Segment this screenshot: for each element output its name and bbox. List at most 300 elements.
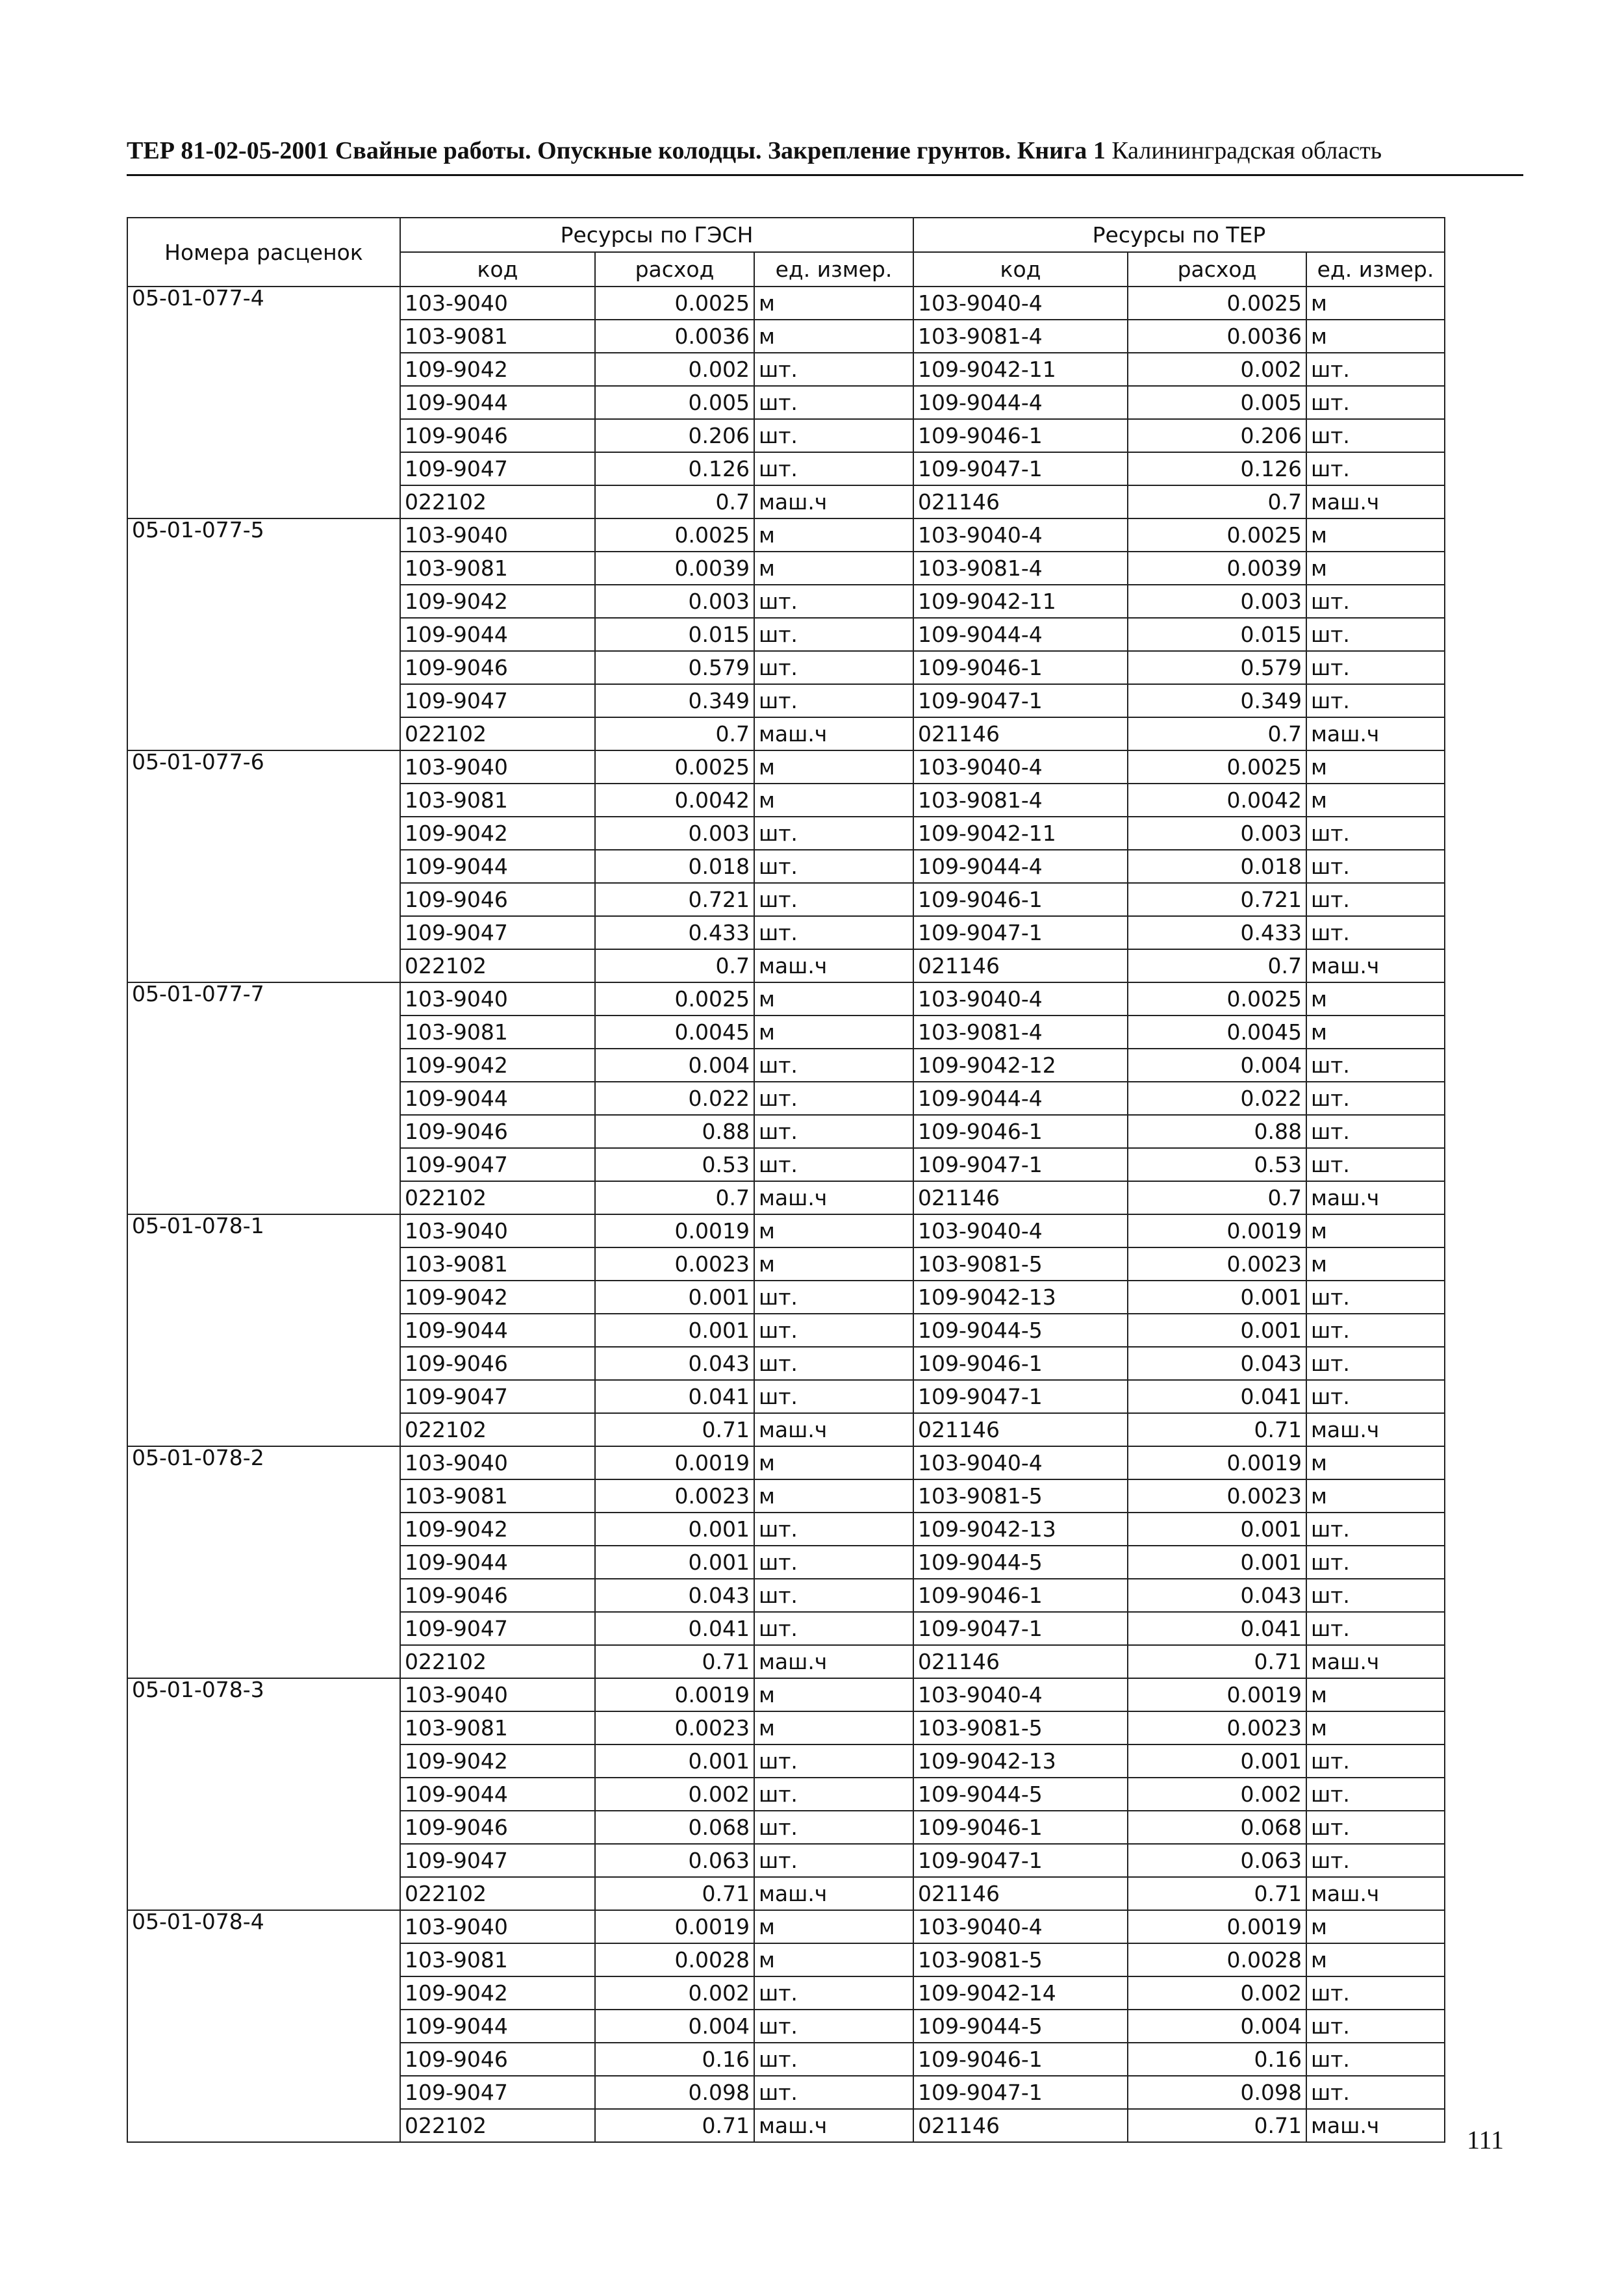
ter-code-cell: 103-9040-4 bbox=[913, 1214, 1128, 1247]
header-rule bbox=[127, 174, 1523, 176]
ter-amount-cell: 0.721 bbox=[1128, 883, 1306, 916]
ter-amount-cell: 0.0023 bbox=[1128, 1247, 1306, 1281]
gesn-unit-cell: шт. bbox=[754, 651, 913, 684]
ter-amount-cell: 0.068 bbox=[1128, 1811, 1306, 1844]
gesn-unit-cell: шт. bbox=[754, 419, 913, 452]
ter-unit-cell: маш.ч bbox=[1306, 1181, 1445, 1214]
ter-amount-cell: 0.433 bbox=[1128, 916, 1306, 949]
ter-code-cell: 109-9047-1 bbox=[913, 1148, 1128, 1181]
gesn-amount-cell: 0.0025 bbox=[595, 518, 754, 552]
ter-amount-cell: 0.71 bbox=[1128, 1877, 1306, 1910]
gesn-amount-header: расход bbox=[595, 252, 754, 287]
ter-amount-cell: 0.0039 bbox=[1128, 552, 1306, 585]
ter-unit-cell: шт. bbox=[1306, 850, 1445, 883]
gesn-code-cell: 103-9040 bbox=[400, 1678, 595, 1711]
ter-amount-cell: 0.349 bbox=[1128, 684, 1306, 717]
ter-code-cell: 021146 bbox=[913, 949, 1128, 982]
ter-amount-cell: 0.88 bbox=[1128, 1115, 1306, 1148]
gesn-unit-cell: маш.ч bbox=[754, 1645, 913, 1678]
gesn-amount-cell: 0.7 bbox=[595, 1181, 754, 1214]
ter-unit-cell: шт. bbox=[1306, 651, 1445, 684]
ter-code-cell: 109-9046-1 bbox=[913, 419, 1128, 452]
gesn-code-cell: 022102 bbox=[400, 2109, 595, 2142]
ter-amount-cell: 0.005 bbox=[1128, 386, 1306, 419]
gesn-unit-cell: шт. bbox=[754, 386, 913, 419]
gesn-code-cell: 022102 bbox=[400, 1645, 595, 1678]
gesn-amount-cell: 0.88 bbox=[595, 1115, 754, 1148]
gesn-amount-cell: 0.0019 bbox=[595, 1678, 754, 1711]
ter-unit-cell: шт. bbox=[1306, 2076, 1445, 2109]
rate-number-cell: 05-01-077-6 bbox=[127, 750, 400, 982]
gesn-unit-cell: маш.ч bbox=[754, 949, 913, 982]
gesn-code-cell: 109-9044 bbox=[400, 1082, 595, 1115]
gesn-amount-cell: 0.71 bbox=[595, 1877, 754, 1910]
gesn-amount-cell: 0.7 bbox=[595, 949, 754, 982]
header-book-number: 1 bbox=[1093, 137, 1106, 164]
gesn-unit-cell: маш.ч bbox=[754, 485, 913, 518]
ter-amount-cell: 0.0028 bbox=[1128, 1943, 1306, 1976]
gesn-amount-cell: 0.206 bbox=[595, 419, 754, 452]
gesn-code-cell: 103-9081 bbox=[400, 1943, 595, 1976]
gesn-unit-cell: шт. bbox=[754, 1380, 913, 1413]
ter-unit-cell: маш.ч bbox=[1306, 1877, 1445, 1910]
rate-number-header: Номера расценок bbox=[127, 218, 400, 287]
ter-unit-cell: шт. bbox=[1306, 1115, 1445, 1148]
gesn-code-cell: 103-9040 bbox=[400, 1446, 595, 1479]
gesn-unit-cell: м bbox=[754, 1247, 913, 1281]
ter-unit-cell: м bbox=[1306, 750, 1445, 784]
ter-amount-cell: 0.0045 bbox=[1128, 1016, 1306, 1049]
ter-unit-cell: шт. bbox=[1306, 1314, 1445, 1347]
gesn-unit-cell: шт. bbox=[754, 850, 913, 883]
ter-unit-cell: шт. bbox=[1306, 1844, 1445, 1877]
rate-number-cell: 05-01-077-4 bbox=[127, 287, 400, 518]
gesn-code-cell: 022102 bbox=[400, 717, 595, 750]
resources-table bbox=[127, 217, 1445, 2143]
ter-unit-cell: м bbox=[1306, 1016, 1445, 1049]
ter-unit-cell: шт. bbox=[1306, 1281, 1445, 1314]
gesn-amount-cell: 0.003 bbox=[595, 817, 754, 850]
gesn-code-cell: 103-9040 bbox=[400, 287, 595, 320]
rate-number-cell: 05-01-078-3 bbox=[127, 1678, 400, 1910]
gesn-code-cell: 103-9040 bbox=[400, 1214, 595, 1247]
gesn-code-cell: 103-9040 bbox=[400, 750, 595, 784]
ter-unit-cell: м bbox=[1306, 982, 1445, 1016]
gesn-code-cell: 109-9044 bbox=[400, 1778, 595, 1811]
ter-resources-header: Ресурсы по ТЕР bbox=[913, 218, 1445, 252]
ter-unit-cell: м bbox=[1306, 1678, 1445, 1711]
gesn-amount-cell: 0.018 bbox=[595, 850, 754, 883]
gesn-unit-cell: м bbox=[754, 552, 913, 585]
ter-amount-cell: 0.0025 bbox=[1128, 982, 1306, 1016]
gesn-unit-cell: шт. bbox=[754, 883, 913, 916]
gesn-unit-cell: шт. bbox=[754, 1976, 913, 2010]
rate-number-cell: 05-01-077-5 bbox=[127, 518, 400, 750]
gesn-unit-cell: шт. bbox=[754, 684, 913, 717]
ter-code-cell: 103-9081-5 bbox=[913, 1711, 1128, 1744]
gesn-amount-cell: 0.0019 bbox=[595, 1910, 754, 1943]
resources-table-body bbox=[127, 287, 1445, 2142]
gesn-unit-cell: маш.ч bbox=[754, 717, 913, 750]
gesn-amount-cell: 0.433 bbox=[595, 916, 754, 949]
gesn-amount-cell: 0.002 bbox=[595, 1778, 754, 1811]
ter-amount-cell: 0.206 bbox=[1128, 419, 1306, 452]
gesn-code-cell: 109-9042 bbox=[400, 1513, 595, 1546]
ter-code-cell: 103-9081-5 bbox=[913, 1479, 1128, 1513]
gesn-unit-cell: м bbox=[754, 1711, 913, 1744]
gesn-amount-cell: 0.7 bbox=[595, 485, 754, 518]
ter-amount-cell: 0.041 bbox=[1128, 1612, 1306, 1645]
table-row bbox=[127, 287, 1445, 320]
gesn-amount-cell: 0.015 bbox=[595, 618, 754, 651]
gesn-amount-cell: 0.71 bbox=[595, 1413, 754, 1446]
gesn-amount-cell: 0.041 bbox=[595, 1612, 754, 1645]
gesn-code-cell: 022102 bbox=[400, 949, 595, 982]
gesn-code-cell: 109-9044 bbox=[400, 2010, 595, 2043]
ter-amount-cell: 0.71 bbox=[1128, 1413, 1306, 1446]
ter-amount-cell: 0.7 bbox=[1128, 717, 1306, 750]
gesn-unit-cell: м bbox=[754, 750, 913, 784]
ter-code-cell: 021146 bbox=[913, 1181, 1128, 1214]
gesn-code-cell: 109-9044 bbox=[400, 1546, 595, 1579]
ter-unit-cell: м bbox=[1306, 1214, 1445, 1247]
gesn-code-cell: 109-9042 bbox=[400, 1744, 595, 1778]
ter-code-cell: 109-9046-1 bbox=[913, 1811, 1128, 1844]
gesn-amount-cell: 0.579 bbox=[595, 651, 754, 684]
gesn-code-cell: 103-9081 bbox=[400, 784, 595, 817]
gesn-unit-cell: м bbox=[754, 784, 913, 817]
ter-code-cell: 109-9042-11 bbox=[913, 585, 1128, 618]
gesn-unit-cell: шт. bbox=[754, 1546, 913, 1579]
gesn-amount-cell: 0.001 bbox=[595, 1314, 754, 1347]
gesn-amount-cell: 0.0023 bbox=[595, 1247, 754, 1281]
gesn-code-cell: 109-9047 bbox=[400, 684, 595, 717]
gesn-amount-cell: 0.53 bbox=[595, 1148, 754, 1181]
gesn-unit-cell: шт. bbox=[754, 1811, 913, 1844]
ter-amount-cell: 0.001 bbox=[1128, 1314, 1306, 1347]
gesn-amount-cell: 0.001 bbox=[595, 1513, 754, 1546]
gesn-code-cell: 109-9044 bbox=[400, 618, 595, 651]
gesn-code-cell: 103-9081 bbox=[400, 1479, 595, 1513]
gesn-code-cell: 109-9042 bbox=[400, 1281, 595, 1314]
ter-amount-cell: 0.0025 bbox=[1128, 518, 1306, 552]
ter-amount-cell: 0.16 bbox=[1128, 2043, 1306, 2076]
gesn-code-cell: 103-9081 bbox=[400, 552, 595, 585]
ter-code-cell: 103-9040-4 bbox=[913, 982, 1128, 1016]
gesn-code-cell: 103-9081 bbox=[400, 1247, 595, 1281]
ter-code-cell: 109-9044-4 bbox=[913, 386, 1128, 419]
gesn-unit-cell: м bbox=[754, 1943, 913, 1976]
ter-amount-cell: 0.7 bbox=[1128, 1181, 1306, 1214]
gesn-amount-cell: 0.098 bbox=[595, 2076, 754, 2109]
gesn-code-cell: 109-9044 bbox=[400, 386, 595, 419]
ter-unit-cell: шт. bbox=[1306, 1049, 1445, 1082]
ter-code-cell: 021146 bbox=[913, 1877, 1128, 1910]
gesn-amount-cell: 0.0025 bbox=[595, 982, 754, 1016]
gesn-amount-cell: 0.349 bbox=[595, 684, 754, 717]
ter-code-cell: 109-9046-1 bbox=[913, 1115, 1128, 1148]
gesn-code-cell: 103-9040 bbox=[400, 982, 595, 1016]
ter-amount-cell: 0.004 bbox=[1128, 1049, 1306, 1082]
gesn-amount-cell: 0.002 bbox=[595, 353, 754, 386]
ter-code-cell: 109-9042-13 bbox=[913, 1281, 1128, 1314]
ter-code-cell: 103-9081-5 bbox=[913, 1943, 1128, 1976]
ter-unit-cell: шт. bbox=[1306, 817, 1445, 850]
ter-amount-cell: 0.003 bbox=[1128, 585, 1306, 618]
ter-unit-cell: шт. bbox=[1306, 618, 1445, 651]
gesn-code-cell: 022102 bbox=[400, 1181, 595, 1214]
gesn-amount-cell: 0.004 bbox=[595, 1049, 754, 1082]
ter-code-cell: 103-9081-4 bbox=[913, 552, 1128, 585]
header-region: Калининградская область bbox=[1111, 137, 1382, 164]
gesn-code-cell: 103-9040 bbox=[400, 518, 595, 552]
ter-unit-cell: шт. bbox=[1306, 1612, 1445, 1645]
gesn-unit-cell: шт. bbox=[754, 817, 913, 850]
gesn-code-cell: 022102 bbox=[400, 1877, 595, 1910]
gesn-amount-cell: 0.7 bbox=[595, 717, 754, 750]
gesn-amount-cell: 0.126 bbox=[595, 452, 754, 485]
gesn-unit-cell: маш.ч bbox=[754, 1413, 913, 1446]
ter-unit-cell: м bbox=[1306, 1479, 1445, 1513]
ter-amount-cell: 0.0025 bbox=[1128, 750, 1306, 784]
gesn-code-cell: 109-9046 bbox=[400, 883, 595, 916]
gesn-code-cell: 109-9046 bbox=[400, 419, 595, 452]
gesn-unit-cell: маш.ч bbox=[754, 2109, 913, 2142]
ter-unit-cell: м bbox=[1306, 320, 1445, 353]
ter-unit-cell: м bbox=[1306, 287, 1445, 320]
table-row bbox=[127, 1446, 1445, 1479]
gesn-unit-cell: шт. bbox=[754, 1744, 913, 1778]
ter-unit-cell: м bbox=[1306, 1247, 1445, 1281]
rate-number-cell: 05-01-077-7 bbox=[127, 982, 400, 1214]
ter-unit-cell: маш.ч bbox=[1306, 485, 1445, 518]
ter-amount-cell: 0.7 bbox=[1128, 485, 1306, 518]
ter-code-cell: 109-9044-5 bbox=[913, 1778, 1128, 1811]
gesn-amount-cell: 0.0025 bbox=[595, 287, 754, 320]
ter-amount-cell: 0.126 bbox=[1128, 452, 1306, 485]
gesn-amount-cell: 0.0019 bbox=[595, 1446, 754, 1479]
gesn-code-cell: 109-9046 bbox=[400, 1347, 595, 1380]
gesn-unit-cell: шт. bbox=[754, 1513, 913, 1546]
table-row bbox=[127, 750, 1445, 784]
gesn-code-cell: 109-9047 bbox=[400, 916, 595, 949]
gesn-code-cell: 109-9044 bbox=[400, 850, 595, 883]
ter-code-cell: 109-9047-1 bbox=[913, 2076, 1128, 2109]
gesn-unit-cell: шт. bbox=[754, 1347, 913, 1380]
gesn-amount-cell: 0.041 bbox=[595, 1380, 754, 1413]
table-row bbox=[127, 1214, 1445, 1247]
ter-unit-cell: шт. bbox=[1306, 684, 1445, 717]
gesn-unit-cell: шт. bbox=[754, 452, 913, 485]
gesn-code-cell: 109-9042 bbox=[400, 353, 595, 386]
ter-unit-cell: маш.ч bbox=[1306, 717, 1445, 750]
ter-unit-cell: м bbox=[1306, 1446, 1445, 1479]
ter-code-cell: 109-9047-1 bbox=[913, 1844, 1128, 1877]
rate-number-cell: 05-01-078-4 bbox=[127, 1910, 400, 2142]
gesn-unit-cell: шт. bbox=[754, 585, 913, 618]
gesn-amount-cell: 0.0023 bbox=[595, 1479, 754, 1513]
gesn-code-cell: 109-9047 bbox=[400, 452, 595, 485]
gesn-amount-cell: 0.16 bbox=[595, 2043, 754, 2076]
gesn-unit-cell: м bbox=[754, 287, 913, 320]
gesn-code-header: код bbox=[400, 252, 595, 287]
gesn-code-cell: 109-9047 bbox=[400, 1612, 595, 1645]
ter-code-cell: 109-9044-4 bbox=[913, 618, 1128, 651]
gesn-code-cell: 109-9042 bbox=[400, 817, 595, 850]
ter-amount-cell: 0.71 bbox=[1128, 1645, 1306, 1678]
gesn-amount-cell: 0.0036 bbox=[595, 320, 754, 353]
ter-amount-cell: 0.0042 bbox=[1128, 784, 1306, 817]
ter-code-cell: 021146 bbox=[913, 2109, 1128, 2142]
table-row bbox=[127, 982, 1445, 1016]
gesn-amount-cell: 0.001 bbox=[595, 1744, 754, 1778]
ter-code-cell: 109-9047-1 bbox=[913, 916, 1128, 949]
gesn-amount-cell: 0.043 bbox=[595, 1579, 754, 1612]
gesn-code-cell: 109-9047 bbox=[400, 1380, 595, 1413]
gesn-unit-cell: шт. bbox=[754, 2043, 913, 2076]
gesn-unit-cell: шт. bbox=[754, 2010, 913, 2043]
ter-amount-cell: 0.004 bbox=[1128, 2010, 1306, 2043]
ter-unit-cell: шт. bbox=[1306, 1976, 1445, 2010]
gesn-amount-cell: 0.004 bbox=[595, 2010, 754, 2043]
ter-amount-cell: 0.041 bbox=[1128, 1380, 1306, 1413]
gesn-code-cell: 109-9046 bbox=[400, 2043, 595, 2076]
ter-amount-cell: 0.0019 bbox=[1128, 1910, 1306, 1943]
gesn-code-cell: 022102 bbox=[400, 485, 595, 518]
ter-code-header: код bbox=[913, 252, 1128, 287]
gesn-amount-cell: 0.043 bbox=[595, 1347, 754, 1380]
gesn-amount-cell: 0.0023 bbox=[595, 1711, 754, 1744]
ter-code-cell: 109-9046-1 bbox=[913, 651, 1128, 684]
gesn-unit-cell: шт. bbox=[754, 2076, 913, 2109]
gesn-unit-cell: м bbox=[754, 982, 913, 1016]
table-row bbox=[127, 1910, 1445, 1943]
ter-code-cell: 109-9044-5 bbox=[913, 1546, 1128, 1579]
gesn-code-cell: 109-9046 bbox=[400, 651, 595, 684]
ter-code-cell: 103-9040-4 bbox=[913, 750, 1128, 784]
ter-amount-cell: 0.71 bbox=[1128, 2109, 1306, 2142]
gesn-amount-cell: 0.022 bbox=[595, 1082, 754, 1115]
ter-code-cell: 109-9042-13 bbox=[913, 1513, 1128, 1546]
gesn-unit-cell: шт. bbox=[754, 1579, 913, 1612]
ter-amount-cell: 0.063 bbox=[1128, 1844, 1306, 1877]
ter-code-cell: 109-9047-1 bbox=[913, 1380, 1128, 1413]
gesn-code-cell: 022102 bbox=[400, 1413, 595, 1446]
ter-unit-cell: маш.ч bbox=[1306, 1645, 1445, 1678]
gesn-code-cell: 109-9047 bbox=[400, 1844, 595, 1877]
ter-code-cell: 109-9042-14 bbox=[913, 1976, 1128, 2010]
gesn-unit-cell: шт. bbox=[754, 618, 913, 651]
ter-code-cell: 109-9046-1 bbox=[913, 2043, 1128, 2076]
ter-unit-cell: маш.ч bbox=[1306, 2109, 1445, 2142]
ter-amount-cell: 0.015 bbox=[1128, 618, 1306, 651]
ter-unit-cell: шт. bbox=[1306, 1579, 1445, 1612]
gesn-unit-cell: маш.ч bbox=[754, 1877, 913, 1910]
ter-code-cell: 021146 bbox=[913, 1413, 1128, 1446]
page-number: 111 bbox=[1467, 2125, 1504, 2154]
gesn-unit-cell: м bbox=[754, 1214, 913, 1247]
ter-code-cell: 109-9042-13 bbox=[913, 1744, 1128, 1778]
gesn-amount-cell: 0.002 bbox=[595, 1976, 754, 2010]
gesn-unit-cell: м bbox=[754, 1446, 913, 1479]
ter-amount-cell: 0.0036 bbox=[1128, 320, 1306, 353]
ter-amount-cell: 0.022 bbox=[1128, 1082, 1306, 1115]
ter-unit-cell: шт. bbox=[1306, 585, 1445, 618]
ter-amount-cell: 0.001 bbox=[1128, 1281, 1306, 1314]
ter-code-cell: 021146 bbox=[913, 717, 1128, 750]
ter-amount-cell: 0.0023 bbox=[1128, 1479, 1306, 1513]
table-row bbox=[127, 518, 1445, 552]
gesn-code-cell: 109-9042 bbox=[400, 585, 595, 618]
ter-code-cell: 109-9042-11 bbox=[913, 817, 1128, 850]
gesn-amount-cell: 0.001 bbox=[595, 1546, 754, 1579]
gesn-unit-cell: шт. bbox=[754, 1082, 913, 1115]
gesn-unit-cell: м bbox=[754, 1678, 913, 1711]
gesn-code-cell: 103-9081 bbox=[400, 1016, 595, 1049]
ter-unit-cell: м bbox=[1306, 1711, 1445, 1744]
ter-unit-cell: шт. bbox=[1306, 1347, 1445, 1380]
gesn-unit-cell: шт. bbox=[754, 1049, 913, 1082]
ter-amount-header: расход bbox=[1128, 252, 1306, 287]
ter-code-cell: 021146 bbox=[913, 485, 1128, 518]
ter-amount-cell: 0.002 bbox=[1128, 1976, 1306, 2010]
ter-unit-cell: шт. bbox=[1306, 386, 1445, 419]
ter-unit-cell: шт. bbox=[1306, 2043, 1445, 2076]
ter-code-cell: 021146 bbox=[913, 1645, 1128, 1678]
gesn-unit-cell: шт. bbox=[754, 353, 913, 386]
header-title: ТЕР 81-02-05-2001 Свайные работы. Опускные колодцы. Закрепление грунтов. Книга bbox=[127, 137, 1087, 164]
gesn-amount-cell: 0.005 bbox=[595, 386, 754, 419]
gesn-code-cell: 109-9046 bbox=[400, 1579, 595, 1612]
ter-amount-cell: 0.0019 bbox=[1128, 1446, 1306, 1479]
ter-code-cell: 109-9046-1 bbox=[913, 1347, 1128, 1380]
gesn-amount-cell: 0.063 bbox=[595, 1844, 754, 1877]
ter-amount-cell: 0.043 bbox=[1128, 1347, 1306, 1380]
ter-code-cell: 103-9040-4 bbox=[913, 1910, 1128, 1943]
gesn-unit-cell: м bbox=[754, 1016, 913, 1049]
gesn-unit-cell: шт. bbox=[754, 1281, 913, 1314]
ter-amount-cell: 0.0023 bbox=[1128, 1711, 1306, 1744]
ter-unit-cell: шт. bbox=[1306, 353, 1445, 386]
ter-unit-cell: шт. bbox=[1306, 1778, 1445, 1811]
gesn-code-cell: 109-9046 bbox=[400, 1115, 595, 1148]
gesn-amount-cell: 0.71 bbox=[595, 1645, 754, 1678]
ter-code-cell: 109-9046-1 bbox=[913, 1579, 1128, 1612]
ter-code-cell: 109-9044-5 bbox=[913, 1314, 1128, 1347]
gesn-unit-header: ед. измер. bbox=[754, 252, 913, 287]
table-row bbox=[127, 1678, 1445, 1711]
ter-unit-cell: шт. bbox=[1306, 883, 1445, 916]
ter-code-cell: 109-9047-1 bbox=[913, 452, 1128, 485]
ter-amount-cell: 0.001 bbox=[1128, 1744, 1306, 1778]
ter-code-cell: 103-9081-5 bbox=[913, 1247, 1128, 1281]
gesn-code-cell: 103-9081 bbox=[400, 320, 595, 353]
ter-unit-cell: м bbox=[1306, 1910, 1445, 1943]
gesn-unit-cell: шт. bbox=[754, 1115, 913, 1148]
ter-amount-cell: 0.098 bbox=[1128, 2076, 1306, 2109]
ter-amount-cell: 0.7 bbox=[1128, 949, 1306, 982]
ter-unit-cell: м bbox=[1306, 1943, 1445, 1976]
gesn-amount-cell: 0.0028 bbox=[595, 1943, 754, 1976]
ter-code-cell: 103-9081-4 bbox=[913, 320, 1128, 353]
gesn-code-cell: 109-9047 bbox=[400, 2076, 595, 2109]
ter-amount-cell: 0.53 bbox=[1128, 1148, 1306, 1181]
gesn-unit-cell: м bbox=[754, 1910, 913, 1943]
ter-unit-cell: маш.ч bbox=[1306, 1413, 1445, 1446]
gesn-amount-cell: 0.0042 bbox=[595, 784, 754, 817]
gesn-unit-cell: шт. bbox=[754, 916, 913, 949]
ter-unit-cell: маш.ч bbox=[1306, 949, 1445, 982]
